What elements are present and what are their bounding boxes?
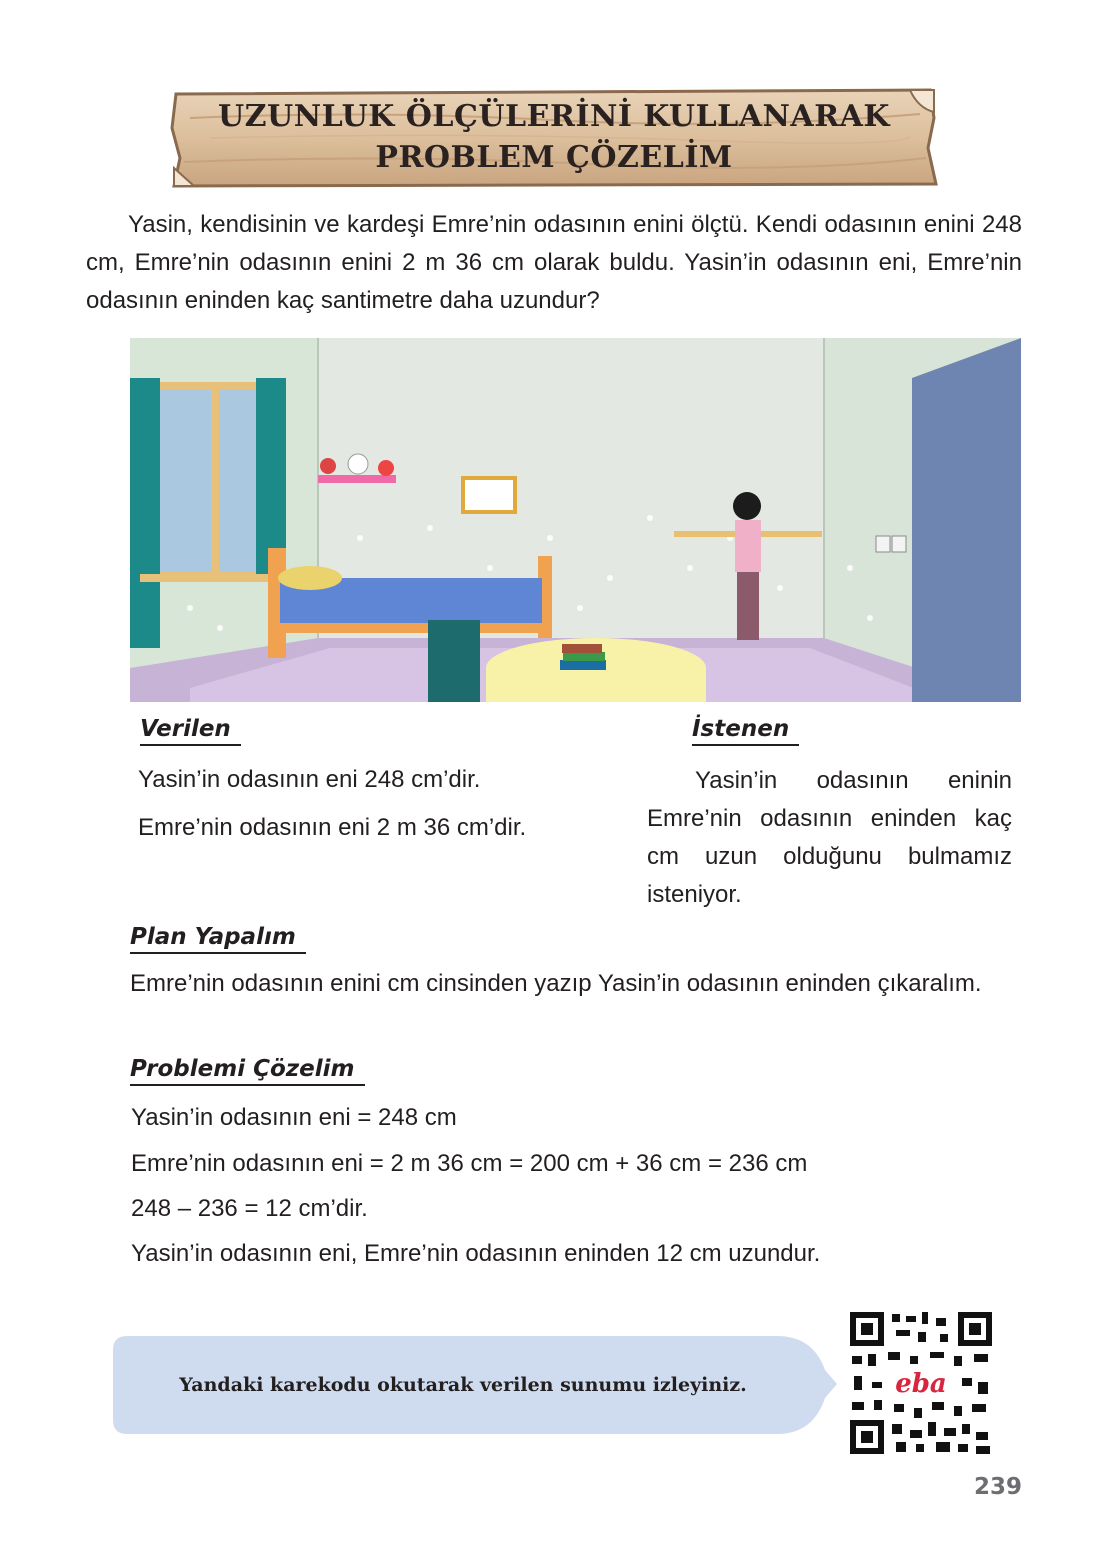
solve-line-4: Yasin’in odasının eni, Emre’nin odasının eninden 12 cm uzundur. [131, 1240, 821, 1267]
qr-callout [113, 1336, 839, 1434]
solve-heading: Problemi Çözelim [130, 1056, 365, 1086]
title-banner [170, 88, 938, 188]
verilen-line-2: Emre’nin odasının eni 2 m 36 cm’dir. [138, 814, 527, 841]
eba-logo: eba [895, 1369, 947, 1399]
verilen-line-1: Yasin’in odasının eni 248 cm’dir. [138, 766, 481, 793]
solve-line-1: Yasin’in odasının eni = 248 cm [131, 1104, 457, 1131]
title-line-1: UZUNLUK ÖLÇÜLERİNİ KULLANARAK [218, 99, 890, 134]
problem-paragraph: Yasin, kendisinin ve kardeşi Emre’nin odasının enini ölçtü. Kendi odasının enini 248 cm, Emre’nin odasının enini 2 m 36 cm olarak buldu. Yasin’in odasının eni, Emre’nin odasının eninden kaç santimetre daha uzundur? [86, 211, 1022, 314]
plan-paragraph: Emre’nin odasının enini cm cinsinden yazıp Yasin’in odasının eninden çıkaralım. [130, 970, 982, 997]
plan-text [86, 962, 1022, 1006]
istenen-heading: İstenen [692, 716, 799, 746]
title-line-2: PROBLEM ÇÖZELİM [375, 140, 733, 175]
callout-text: Yandaki karekodu okutarak verilen sunumu izleyiniz. [179, 1374, 747, 1396]
istenen-paragraph: Yasin’in odasının eninin Emre’nin odasının eninden kaç cm uzun olduğunu bulmamız isteniyor. [647, 767, 1012, 908]
solve-line-2: Emre’nin odasının eni = 2 m 36 cm = 200 cm + 36 cm = 236 cm [131, 1150, 808, 1177]
solve-line-3: 248 – 236 = 12 cm’dir. [131, 1195, 368, 1222]
istenen-text [647, 762, 1012, 914]
page-number: 239 [973, 1474, 1022, 1500]
plan-heading: Plan Yapalım [130, 924, 306, 954]
page-title [170, 96, 938, 178]
qr-code-icon[interactable] [850, 1312, 992, 1454]
verilen-heading: Verilen [140, 716, 241, 746]
bedroom-illustration [130, 338, 1021, 702]
problem-text [86, 206, 1022, 320]
